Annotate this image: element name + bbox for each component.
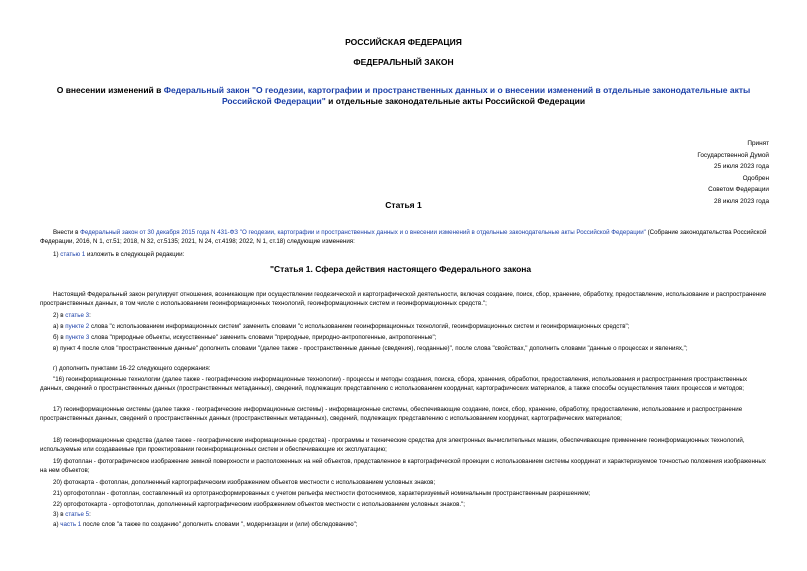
definition-18: 18) геоинформационные средства (далее также - географические информационные средства) - программы и технические средства для электронных вычислительных машин, обеспечивающие применение геоинформационных технологий, используемые или создаваемые при проектировании геоинформационных систем и обеспечивающие их эксплуатацию; [40, 437, 745, 453]
part-1-link[interactable]: часть 1 [60, 521, 82, 528]
item-3: 3) в статье 5: [53, 511, 91, 518]
title-prefix: О внесении изменений в [56, 85, 164, 95]
item-2g: г) дополнить пунктами 16-22 следующего содержания: [53, 365, 211, 372]
intro-text-1: Внести в [53, 229, 81, 236]
item-1: 1) статью 1 изложить в следующей редакции: [53, 251, 185, 258]
accepted-by: Государственной Думой [697, 151, 769, 159]
accepted-label: Принят [747, 140, 769, 147]
title-suffix: и отдельные законодательные акты Российской Федерации [325, 96, 586, 106]
country-heading: РОССИЙСКАЯ ФЕДЕРАЦИЯ [345, 37, 462, 47]
acceptance-block [649, 138, 769, 208]
definition-20: 20) фотокарта - фотоплан, дополненный картографическим изображением объектов местности с использованием условных знаков; [53, 479, 436, 486]
definition-22: 22) ортофотокарта - ортофотоплан, дополненный картографическим изображением объектов местности с использованием условных знаков."; [53, 501, 465, 508]
definition-16: "16) геоинформационные технологии (далее также - географические информационные технологии) - процессы и методы создания, поиска, сбора, хранения, обработки, предоставления, использования и распространения пространственных данных, сведений о пространственных данных (пространственных метаданных), сведений, подлежащих представлению с использованием координат, картографических материалов, а также способы осуществления таких процессов и методов; [40, 376, 748, 392]
item-2v: в) пункт 4 после слов "пространственные данные" дополнить словами "(далее также - пространственные данные (сведения), геоданные)", после слова "свойствах," дополнить словами "данные о процессах и явлениях,"; [53, 345, 688, 352]
article-1-heading: Статья 1 [385, 200, 422, 210]
intro-text-2: (Собрание законодательства Российской Федерации, 2016, N 1, ст.51; 2018, N 32, ст.5135; 2021, N 24, ст.4198; 2022, N 1, ст.18) следующие изменения: [40, 229, 767, 245]
approved-by: Советом Федерации [708, 186, 769, 194]
accepted-date: 25 июля 2023 года [714, 163, 769, 171]
article-1-link[interactable]: статью 1 [60, 251, 86, 258]
main-paragraph: Настоящий Федеральный закон регулирует отношения, возникающие при осуществлении геодезической и картографической деятельности, включая создание, поиск, сбор, хранение, обработку, предоставление, использование и распространение пространственных данных, в том числе с использованием геоинформационных технологий, геоинформационных систем и геоинформационных средств."; [40, 291, 767, 307]
definition-19: 19) фотоплан - фотографическое изображение земной поверхности и расположенных на ней объектов, представленное в картографической проекции с использованием системы координат и характеризуемое точностью положения изображенных на нем объектов; [40, 458, 766, 474]
point-2-link[interactable]: пункте 2 [65, 323, 90, 330]
definition-17: 17) геоинформационные системы (далее также - географические информационные системы) - информационные системы, обеспечивающие создание, поиск, сбор, хранение, обработку, предоставление, использование и распространение пространственных данных, сведений о пространственных данных (пространственных метаданных), сведений, подлежащих представлению с использованием координат, картографических материалов; [40, 406, 743, 422]
item-2: 2) в статье 3: [53, 312, 91, 319]
definition-21: 21) ортофотоплан - фотоплан, составленный из ортотрансформированных с учетом рельефа местности фотоснимков, характеризуемый номинальным пространственным разрешением; [53, 490, 591, 497]
approved-label: Одобрен [742, 174, 769, 182]
item-2b: б) в пункте 3 слова "природные объекты, искусственные" заменить словами "природные, природно-антропогенные, антропогенные"; [53, 334, 437, 341]
point-3-link[interactable]: пункте 3 [65, 334, 90, 341]
item-2a: а) в пункте 2 слова "с использованием информационных систем" заменить словами "с использованием геоинформационных технологий, геоинформационных систем и геоинформационных средств"; [53, 323, 630, 330]
title-law-link[interactable]: Федеральный закон "О геодезии, картографии и пространственных данных и о внесении изменений в отдельные законодательные акты Российской Федерации" [163, 85, 751, 106]
law-type-heading: ФЕДЕРАЛЬНЫЙ ЗАКОН [353, 57, 454, 67]
article-5-link[interactable]: статье 5 [65, 511, 90, 518]
article-3-link[interactable]: статье 3 [65, 312, 90, 319]
law-title [40, 85, 767, 107]
item-3a: а) часть 1 после слов "а также по созданию" дополнить словами ", модернизации и (или) обследованию"; [53, 521, 358, 528]
intro-paragraph [40, 229, 768, 246]
approved-date: 28 июля 2023 года [714, 197, 769, 205]
new-article-1-heading: "Статья 1. Сфера действия настоящего Федерального закона [270, 264, 532, 274]
intro-law-link[interactable]: Федеральный закон от 30 декабря 2015 года N 431-ФЗ "О геодезии, картографии и пространственных данных и о внесении изменений в отдельные законодательные акты Российской Федерации" [80, 229, 646, 236]
